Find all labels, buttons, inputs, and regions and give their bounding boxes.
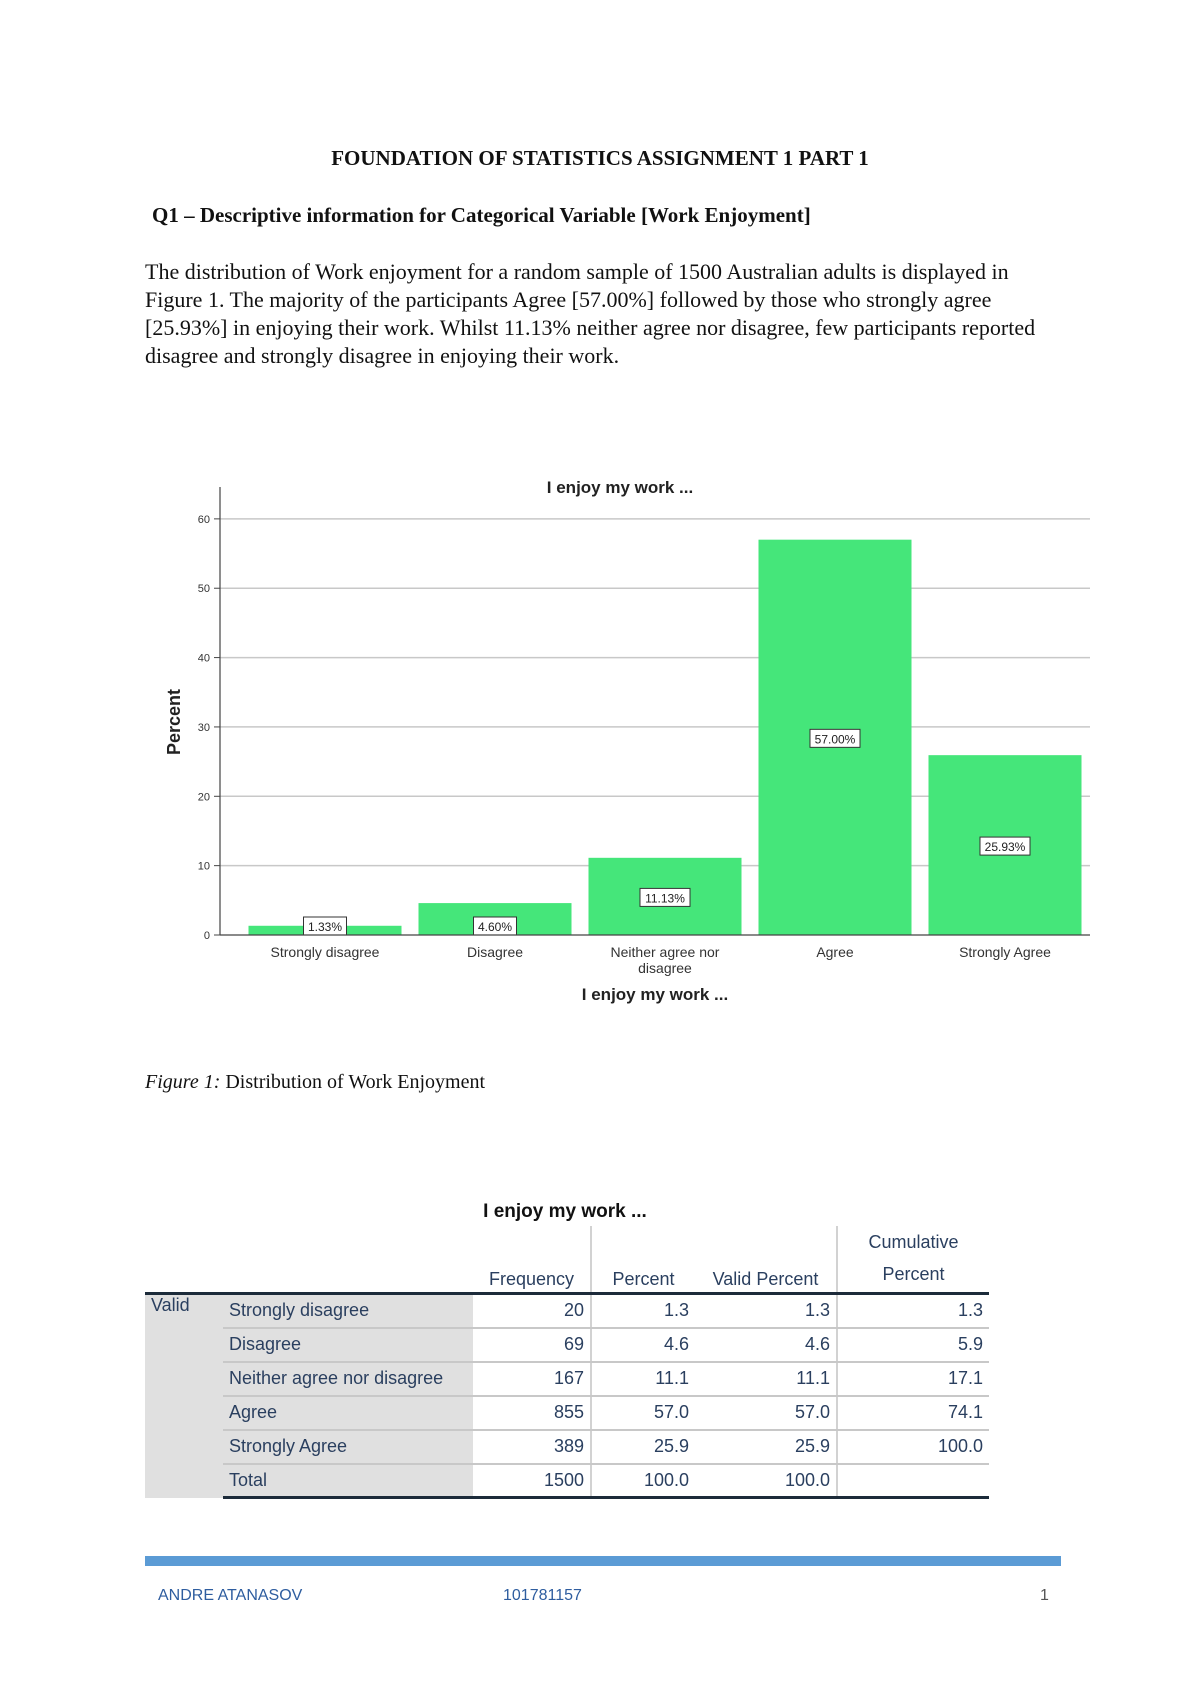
data-label: 4.60% bbox=[477, 920, 513, 934]
table-row bbox=[145, 1328, 989, 1362]
row-cumulative: 100.0 bbox=[837, 1430, 989, 1464]
chart-svg bbox=[150, 470, 1110, 1030]
header-blank-2 bbox=[223, 1226, 473, 1294]
row-category: Total bbox=[223, 1464, 473, 1498]
row-category: Agree bbox=[223, 1396, 473, 1430]
footer-page-number: 1 bbox=[1040, 1587, 1049, 1604]
valid-group-label: Valid bbox=[145, 1294, 223, 1498]
table-row-total bbox=[145, 1464, 989, 1498]
table-row bbox=[145, 1362, 989, 1396]
header-percent: Percent bbox=[591, 1226, 695, 1294]
frequency-table bbox=[145, 1226, 989, 1499]
data-label: 11.13% bbox=[645, 891, 685, 906]
y-tick-label: 40 bbox=[197, 652, 210, 665]
x-tick-label: Strongly Agree bbox=[959, 944, 1051, 960]
row-valid-percent: 1.3 bbox=[695, 1294, 837, 1328]
chart-title: I enjoy my work ... bbox=[546, 478, 694, 497]
row-percent: 25.9 bbox=[591, 1430, 695, 1464]
y-tick-label: 0 bbox=[203, 930, 210, 942]
figure-caption bbox=[145, 1071, 485, 1094]
table-row bbox=[145, 1430, 989, 1464]
header-frequency: Frequency bbox=[473, 1226, 591, 1294]
row-valid-percent: 57.0 bbox=[695, 1396, 837, 1430]
figure-caption-label: Figure 1: bbox=[145, 1071, 221, 1093]
row-frequency: 69 bbox=[473, 1328, 591, 1362]
row-frequency: 855 bbox=[473, 1396, 591, 1430]
row-percent: 4.6 bbox=[591, 1328, 695, 1362]
header-cumulative-line1: Cumulative bbox=[868, 1232, 959, 1252]
document-title: FOUNDATION OF STATISTICS ASSIGNMENT 1 PART 1 bbox=[331, 146, 869, 170]
table-header-row bbox=[145, 1226, 989, 1294]
header-cumulative-line2: Percent bbox=[882, 1264, 945, 1284]
row-category: Neither agree nor disagree bbox=[223, 1362, 473, 1396]
figure-caption-text: Distribution of Work Enjoyment bbox=[220, 1071, 486, 1093]
row-percent: 57.0 bbox=[591, 1396, 695, 1430]
work-enjoyment-bar-chart bbox=[150, 470, 1110, 1035]
row-percent: 11.1 bbox=[591, 1362, 695, 1396]
row-cumulative: 17.1 bbox=[837, 1362, 989, 1396]
row-valid-percent: 100.0 bbox=[695, 1464, 837, 1498]
row-cumulative: 5.9 bbox=[837, 1328, 989, 1362]
row-percent: 100.0 bbox=[591, 1464, 695, 1498]
y-tick-label: 50 bbox=[197, 583, 210, 596]
x-tick-label: Strongly disagree bbox=[270, 944, 380, 960]
row-category: Strongly Agree bbox=[223, 1430, 473, 1464]
row-frequency: 1500 bbox=[473, 1464, 591, 1498]
header-cumulative-percent bbox=[837, 1226, 989, 1294]
row-valid-percent: 25.9 bbox=[695, 1430, 837, 1464]
footer-author: ANDRE ATANASOV bbox=[158, 1587, 303, 1604]
data-label: 25.93% bbox=[984, 840, 1026, 855]
footer-bar bbox=[145, 1556, 1061, 1566]
y-tick-label: 10 bbox=[197, 860, 210, 873]
row-cumulative: 1.3 bbox=[837, 1294, 989, 1328]
row-category: Strongly disagree bbox=[223, 1294, 473, 1328]
header-valid-percent: Valid Percent bbox=[695, 1226, 837, 1294]
x-tick-label: Neither agree nor disagree bbox=[610, 944, 720, 976]
row-frequency: 20 bbox=[473, 1294, 591, 1328]
footer-student-id: 101781157 bbox=[503, 1587, 582, 1604]
row-frequency: 167 bbox=[473, 1362, 591, 1396]
intro-paragraph: The distribution of Work enjoyment for a random sample of 1500 Australian adults is displayed in Figure 1. The majority of the participants Agree [57.00%] followed by those who strongly agree [25.93%] in enjoying their work. Whilst 11.13% neither agree nor disagree, few participants reported disagree and strongly disagree in enjoying their work. bbox=[145, 259, 1036, 368]
row-frequency: 389 bbox=[473, 1430, 591, 1464]
row-cumulative bbox=[837, 1464, 989, 1498]
x-tick-label: Disagree bbox=[466, 944, 524, 960]
row-valid-percent: 4.6 bbox=[695, 1328, 837, 1362]
y-tick-label: 20 bbox=[197, 791, 210, 804]
row-cumulative: 74.1 bbox=[837, 1396, 989, 1430]
row-percent: 1.3 bbox=[591, 1294, 695, 1328]
y-tick-label: 30 bbox=[197, 721, 210, 734]
table-row bbox=[145, 1294, 989, 1328]
y-tick-label: 60 bbox=[197, 513, 210, 526]
row-valid-percent: 11.1 bbox=[695, 1362, 837, 1396]
row-category: Disagree bbox=[223, 1328, 473, 1362]
chart-ylabel: Percent bbox=[164, 688, 184, 756]
table-row bbox=[145, 1396, 989, 1430]
chart-xlabel: I enjoy my work ... bbox=[581, 985, 729, 1004]
frequency-table-title: I enjoy my work ... bbox=[483, 1201, 647, 1222]
question-heading: Q1 – Descriptive information for Categorical Variable [Work Enjoyment] bbox=[152, 203, 811, 227]
chart-data-labels bbox=[304, 729, 1031, 935]
data-label: 57.00% bbox=[814, 732, 856, 747]
chart-x-tick-labels bbox=[271, 944, 1052, 976]
chart-bars bbox=[249, 540, 1082, 935]
x-tick-label: Agree bbox=[816, 944, 854, 960]
header-blank-1 bbox=[145, 1226, 223, 1294]
data-label: 1.33% bbox=[307, 920, 343, 934]
